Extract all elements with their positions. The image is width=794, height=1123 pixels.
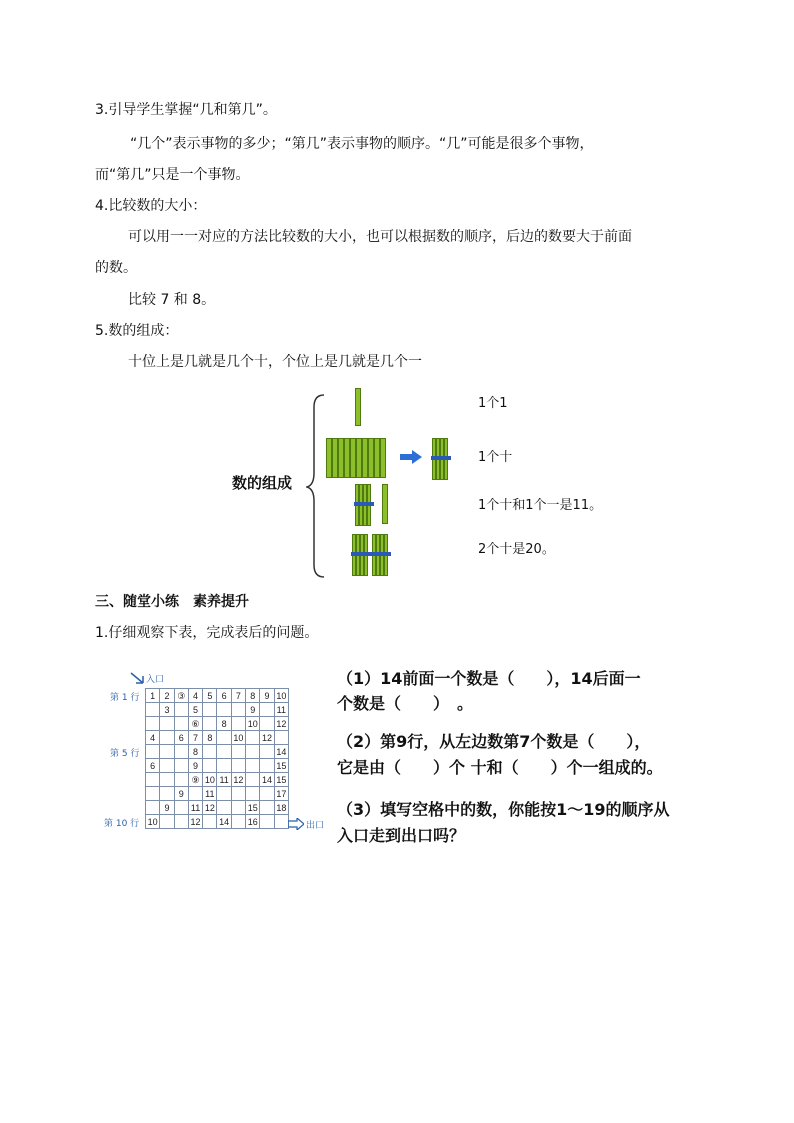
maze-cell: 10: [246, 717, 260, 731]
maze-row: [146, 787, 289, 801]
maze-cell: [203, 717, 217, 731]
maze-cell: 10: [203, 773, 217, 787]
maze-cell: 14: [217, 815, 231, 829]
maze-cell: [231, 703, 245, 717]
maze-cell: 12: [188, 815, 202, 829]
maze-row: [146, 717, 289, 731]
maze-cell: [246, 759, 260, 773]
maze-cell: [160, 759, 174, 773]
compare-7-8: 比较 7 和 8。: [128, 292, 216, 308]
maze-row: [146, 745, 289, 759]
maze-cell: [260, 801, 274, 815]
maze-cell: 12: [274, 717, 288, 731]
maze-cell: 3: [160, 703, 174, 717]
maze-cell: [146, 801, 160, 815]
maze-cell: [217, 703, 231, 717]
maze-cell: 8: [217, 717, 231, 731]
composition-title: 数的组成: [232, 474, 293, 492]
maze-cell: [231, 801, 245, 815]
maze-cell: [203, 759, 217, 773]
maze-cell: [260, 717, 274, 731]
maze-cell: [146, 787, 160, 801]
maze-cell: [231, 815, 245, 829]
maze-cell: [160, 815, 174, 829]
number-maze-grid: [145, 688, 289, 829]
maze-cell: 1: [146, 689, 160, 703]
maze-cell: 6: [146, 759, 160, 773]
maze-cell: [174, 745, 188, 759]
maze-cell: [160, 773, 174, 787]
point-3-heading: 3.引导学生掌握“几和第几”。: [95, 102, 277, 118]
maze-cell: [160, 731, 174, 745]
maze-cell: 10: [274, 689, 288, 703]
exit-label: 出口: [306, 821, 325, 831]
question-1-part1-line1: （1）14前面一个数是（ ），14后面一: [337, 669, 641, 688]
maze-cell: [160, 745, 174, 759]
maze-cell: [260, 759, 274, 773]
maze-cell: ③: [174, 689, 188, 703]
point-3-paragraph-line2: 而“第几”只是一个事物。: [95, 167, 250, 183]
maze-cell: 12: [231, 773, 245, 787]
row-10-label: 第 10 行: [104, 819, 140, 829]
label-twenty: 2个十是20。: [478, 542, 555, 557]
ten-sticks: [326, 438, 386, 478]
maze-cell: 14: [260, 773, 274, 787]
maze-cell: ⑨: [188, 773, 202, 787]
ten-bundle-twenty-a: [352, 534, 370, 576]
question-1-part1-line2: 个数是（ ） 。: [337, 694, 474, 713]
maze-cell: 5: [188, 703, 202, 717]
maze-row: [146, 773, 289, 787]
maze-cell: 15: [274, 773, 288, 787]
label-one-one: 1个1: [478, 396, 508, 411]
question-1-intro: 1.仔细观察下表，完成表后的问题。: [95, 625, 319, 641]
maze-cell: [174, 703, 188, 717]
maze-cell: [231, 787, 245, 801]
maze-cell: [146, 745, 160, 759]
maze-cell: [146, 773, 160, 787]
maze-cell: [217, 745, 231, 759]
maze-cell: 14: [274, 745, 288, 759]
maze-cell: [260, 745, 274, 759]
maze-cell: 6: [217, 689, 231, 703]
maze-cell: [246, 773, 260, 787]
maze-cell: 11: [203, 787, 217, 801]
maze-cell: [246, 787, 260, 801]
maze-cell: 8: [188, 745, 202, 759]
maze-cell: [146, 703, 160, 717]
maze-cell: 7: [231, 689, 245, 703]
maze-cell: 10: [231, 731, 245, 745]
maze-cell: 15: [246, 801, 260, 815]
maze-cell: 4: [188, 689, 202, 703]
maze-row: [146, 689, 289, 703]
entry-arrow-icon: [130, 672, 144, 684]
maze-row: [146, 759, 289, 773]
question-1-part3-line1: （3）填写空格中的数，你能按1～19的顺序从: [337, 800, 670, 819]
maze-cell: [174, 717, 188, 731]
maze-cell: [203, 703, 217, 717]
point-4-paragraph-line1: 可以用一一对应的方法比较数的大小，也可以根据数的顺序，后边的数要大于前面: [128, 229, 632, 245]
maze-cell: [174, 815, 188, 829]
question-1-part2-line2: 它是由（ ）个 十和（ ）个一组成的。: [337, 758, 663, 777]
exit-arrow-icon: [288, 818, 304, 830]
maze-cell: [146, 717, 160, 731]
maze-cell: [260, 703, 274, 717]
point-5-heading: 5.数的组成：: [95, 323, 179, 339]
maze-cell: 8: [203, 731, 217, 745]
maze-cell: [203, 815, 217, 829]
maze-cell: 9: [260, 689, 274, 703]
maze-cell: ⑥: [188, 717, 202, 731]
ten-bundle: [432, 438, 450, 480]
maze-cell: 11: [274, 703, 288, 717]
maze-cell: [231, 745, 245, 759]
maze-cell: [260, 815, 274, 829]
maze-cell: 12: [260, 731, 274, 745]
maze-cell: [246, 745, 260, 759]
maze-cell: [160, 787, 174, 801]
row-1-label: 第 1 行: [110, 693, 140, 703]
label-eleven: 1个十和1个一是11。: [478, 498, 603, 513]
maze-cell: [274, 815, 288, 829]
maze-cell: 9: [174, 787, 188, 801]
maze-cell: 9: [160, 801, 174, 815]
point-4-paragraph-line2: 的数。: [95, 260, 137, 276]
composition-brace: [306, 393, 326, 579]
maze-row: [146, 731, 289, 745]
maze-cell: 17: [274, 787, 288, 801]
maze-cell: [203, 745, 217, 759]
maze-cell: [174, 801, 188, 815]
point-4-heading: 4.比较数的大小：: [95, 198, 207, 214]
maze-cell: 12: [203, 801, 217, 815]
question-1-part2-line1: （2）第9行，从左边数第7个数是（ ），: [337, 732, 651, 751]
label-one-ten: 1个十: [478, 450, 513, 465]
maze-cell: 18: [274, 801, 288, 815]
maze-cell: 9: [188, 759, 202, 773]
maze-cell: 6: [174, 731, 188, 745]
maze-cell: 16: [246, 815, 260, 829]
maze-cell: [174, 759, 188, 773]
maze-cell: [188, 787, 202, 801]
maze-cell: [246, 731, 260, 745]
maze-cell: 11: [217, 773, 231, 787]
maze-row: [146, 703, 289, 717]
maze-cell: [231, 759, 245, 773]
maze-cell: [217, 759, 231, 773]
maze-cell: 2: [160, 689, 174, 703]
maze-cell: 8: [246, 689, 260, 703]
maze-cell: [260, 787, 274, 801]
row-5-label: 第 5 行: [110, 749, 140, 759]
single-stick: [355, 388, 361, 426]
maze-cell: [174, 773, 188, 787]
maze-cell: 7: [188, 731, 202, 745]
maze-cell: 10: [146, 815, 160, 829]
question-1-part3-line2: 入口走到出口吗？: [337, 826, 466, 845]
maze-cell: [217, 801, 231, 815]
point-5-paragraph: 十位上是几就是几个十，个位上是几就是几个一: [128, 354, 422, 370]
point-3-paragraph-line1: “几个”表示事物的多少；“第几”表示事物的顺序。“几”可能是很多个事物，: [130, 136, 594, 152]
ten-bundle-twenty-b: [372, 534, 390, 576]
arrow-right-icon: [400, 450, 422, 464]
section-3-heading: 三、随堂小练 素养提升: [95, 594, 249, 610]
maze-cell: 15: [274, 759, 288, 773]
ten-bundle-eleven: [355, 484, 373, 526]
maze-cell: [274, 731, 288, 745]
maze-row: [146, 815, 289, 829]
maze-cell: [217, 787, 231, 801]
maze-cell: 9: [246, 703, 260, 717]
maze-cell: 11: [188, 801, 202, 815]
maze-cell: [160, 717, 174, 731]
maze-cell: [217, 731, 231, 745]
maze-cell: 5: [203, 689, 217, 703]
entry-label: 入口: [146, 675, 165, 685]
single-stick-eleven: [382, 484, 388, 524]
maze-row: [146, 801, 289, 815]
maze-cell: [231, 717, 245, 731]
maze-cell: 4: [146, 731, 160, 745]
